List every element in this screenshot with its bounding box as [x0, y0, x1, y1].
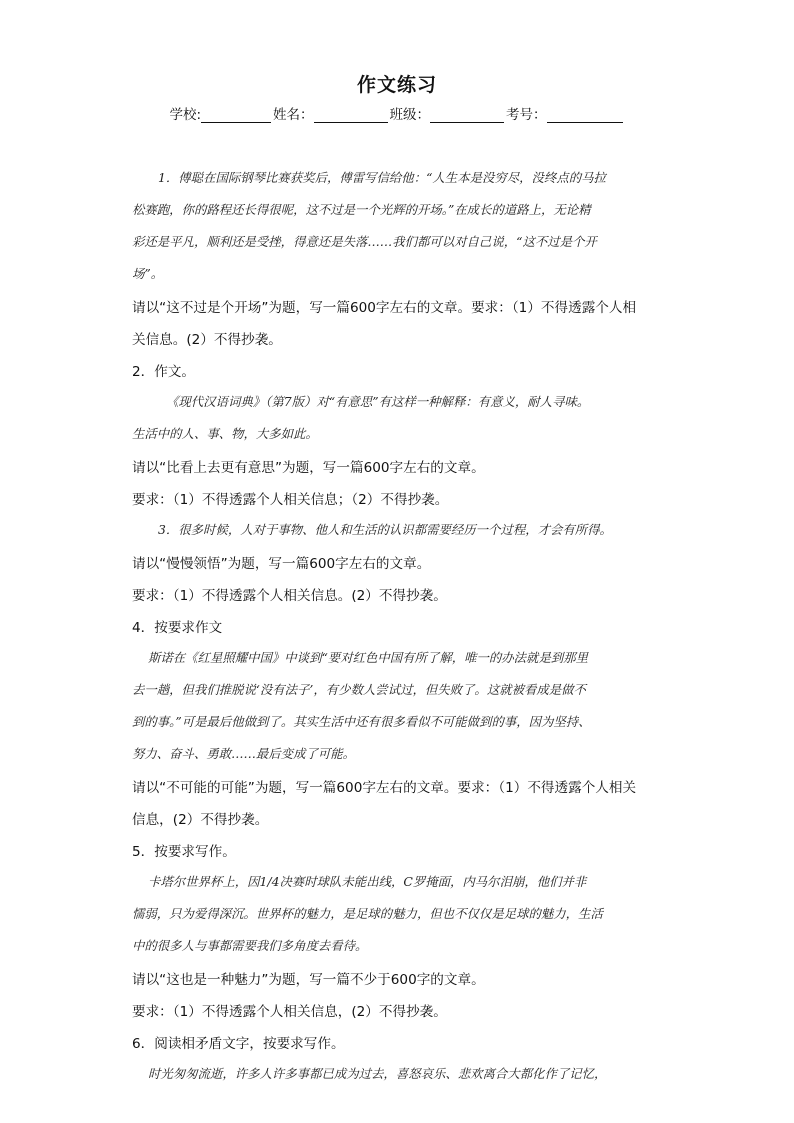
prompt-text-line: 中的很多人与事都需要我们多角度去看待。: [132, 938, 368, 953]
instruction-text-line: 要求：（1）不得透露个人相关信息，(2）不得抄袭。: [132, 1004, 447, 1020]
prompt-text-line: 生活中的人、事、物，大多如此。: [132, 426, 318, 441]
instruction-text-line: 6．阅读相矛盾文字，按要求写作。: [132, 1036, 345, 1052]
school-label: 学校:: [169, 107, 202, 123]
instruction-text-line: 4．按要求作文: [132, 620, 223, 636]
prompt-text-line: 1．傅聪在国际钢琴比赛获奖后，傅雷写信给他：“人生本是没穷尽，没终点的马拉: [158, 170, 606, 185]
instruction-text-line: 关信息。(2）不得抄袭。: [132, 332, 282, 348]
instruction-text-line: 请以“这不过是个开场”为题，写一篇600字左右的文章。要求：（1）不得透露个人相: [132, 300, 637, 316]
instruction-text-line: 请以“慢慢领悟”为题，写一篇600字左右的文章。: [132, 556, 431, 572]
prompt-text-line: 彩还是平凡，顺利还是受挫，得意还是失落……我们都可以对自己说，“这不过是个开: [132, 234, 597, 249]
prompt-text-line: 努力、奋斗、勇敢……最后变成了可能。: [132, 746, 356, 761]
name-label: 姓名：: [273, 107, 314, 123]
prompt-text-line: 到的事。”可是最后他做到了。其实生活中还有很多看似不可能做到的事，因为坚持、: [132, 714, 591, 729]
school-blank[interactable]: [201, 108, 271, 123]
prompt-text-line: 《现代汉语词典》（第7版）对“有意思”有这样一种解释：有意义，耐人寻味。: [166, 394, 590, 409]
student-info-line: [0, 103, 794, 123]
instruction-text-line: 信息，(2）不得抄袭。: [132, 812, 269, 828]
prompt-text-line: 卡塔尔世界杯上，因1/4决赛时球队未能出线，C罗掩面，内马尔泪崩，他们并非: [148, 874, 587, 889]
class-blank[interactable]: [430, 108, 504, 123]
class-label: 班级：: [389, 107, 431, 123]
instruction-text-line: 请以“不可能的可能”为题，写一篇600字左右的文章。要求：（1）不得透露个人相关: [132, 780, 637, 796]
instruction-text-line: 要求：（1）不得透露个人相关信息；（2）不得抄袭。: [132, 492, 449, 508]
instruction-text-line: 2．作文。: [132, 364, 196, 380]
prompt-text-line: 时光匆匆流逝，许多人许多事都已成为过去，喜怒哀乐、悲欢离合大都化作了记忆，: [148, 1066, 607, 1081]
exam-number-blank[interactable]: [547, 108, 623, 123]
exam-number-label: 考号：: [506, 107, 547, 123]
instruction-text-line: 要求：（1）不得透露个人相关信息。(2）不得抄袭。: [132, 588, 447, 604]
name-blank[interactable]: [314, 108, 388, 123]
page-title: 作文练习: [356, 74, 437, 96]
prompt-text-line: 斯诺在《红星照耀中国》中谈到“要对红色中国有所了解，唯一的办法就是到那里: [148, 650, 589, 665]
prompt-text-line: 去一趟，但我们推脱说‘没有法子’，有少数人尝试过，但失败了。这就被看成是做不: [132, 682, 586, 697]
instruction-text-line: 请以“比看上去更有意思”为题，写一篇600字左右的文章。: [132, 460, 485, 476]
instruction-text-line: 请以“这也是一种魅力”为题，写一篇不少于600字的文章。: [132, 972, 485, 988]
prompt-text-line: 3．很多时候，人对于事物、他人和生活的认识都需要经历一个过程，才会有所得。: [158, 522, 612, 537]
prompt-text-line: 场”。: [132, 266, 164, 281]
instruction-text-line: 5．按要求写作。: [132, 844, 236, 860]
prompt-text-line: 懦弱，只为爱得深沉。世界杯的魅力，是足球的魅力，但也不仅仅是足球的魅力，生活: [132, 906, 603, 921]
prompt-text-line: 松赛跑，你的路程还长得很呢，这不过是一个光辉的开场。”在成长的道路上，无论精: [132, 202, 591, 217]
